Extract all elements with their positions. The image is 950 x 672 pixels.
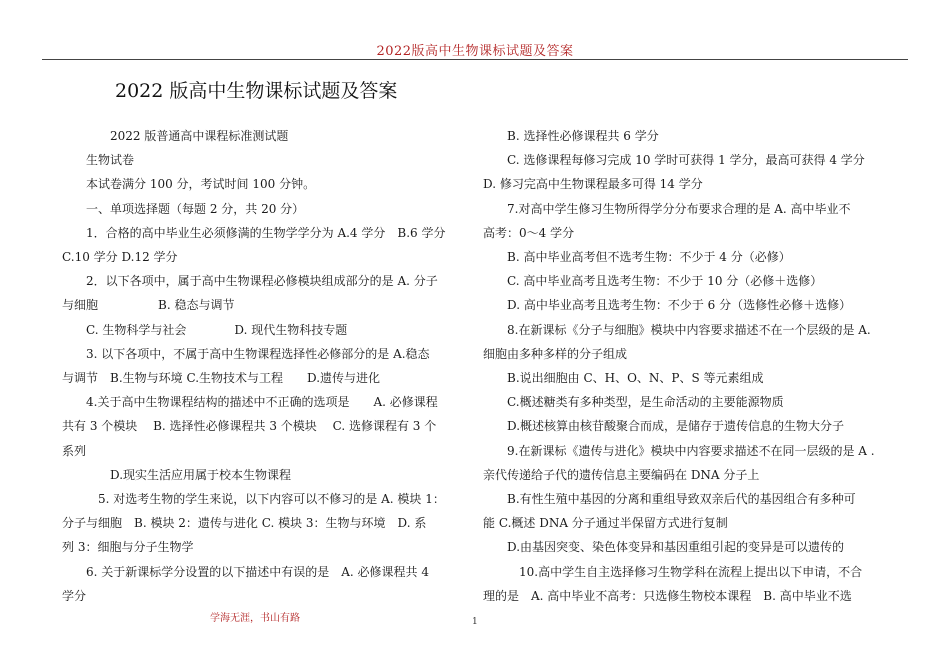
text-line: B.有性生殖中基因的分离和重组导致双亲后代的基因组合有多种可 (483, 492, 856, 507)
text-line: 8.在新课标《分子与细胞》模块中内容要求描述不在一个层级的是 A. (483, 322, 871, 337)
text-line: D.现实生活应用属于校本生物课程 (62, 467, 292, 482)
text-line: 能 C.概述 DNA 分子通过半保留方式进行复制 (483, 516, 728, 531)
text-line: 4.关于高中生物课程结构的描述中不正确的选项是 A. 必修课程 (62, 395, 438, 410)
text-line: 与调节 B.生物与环境 C.生物技术与工程 D.遗传与进化 (62, 371, 381, 386)
right-column (483, 124, 891, 608)
text-line: 高考：0～4 学分 (483, 225, 575, 240)
section-heading: 一、单项选择题（每题 2 分，共 20 分） (62, 201, 305, 216)
text-line: 1．合格的高中毕业生必须修满的生物学学分为 A.4 学分 B.6 学分 (62, 225, 446, 240)
text-line: 5. 对选考生物的学生来说，以下内容可以不修习的是 A. 模块 1： (62, 492, 445, 507)
text-line: B.说出细胞由 C、H、O、N、P、S 等元素组成 (483, 371, 764, 386)
left-column (62, 124, 464, 608)
page-number: 1 (472, 617, 478, 627)
text-line: 学分 (62, 588, 87, 603)
text-line: 系列 (62, 443, 87, 458)
text-line: B. 高中毕业高考但不选考生物：不少于 4 分（必修） (483, 250, 791, 265)
text-line: 亲代传递给子代的遗传信息主要编码在 DNA 分子上 (483, 467, 760, 482)
text-line: D.概述核算由核苷酸聚合而成，是储存于遗传信息的生物大分子 (483, 419, 845, 434)
header-divider (42, 59, 908, 60)
text-line: C.10 学分 D.12 学分 (62, 250, 178, 265)
document-title: 2022 版高中生物课标试题及答案 (115, 80, 398, 102)
text-line: 2022 版普通高中课程标准测试题 (62, 129, 289, 143)
text-line: 分子与细胞 B. 模块 2：遗传与进化 C. 模块 3：生物与环境 D. 系 (62, 516, 427, 531)
text-line: 9.在新课标《遗传与进化》模块中内容要求描述不在同一层级的是 A . (483, 443, 875, 458)
text-line: C. 高中毕业高考且选考生物：不少于 10 分（必修＋选修） (483, 274, 823, 289)
text-line: 细胞由多种多样的分子组成 (483, 346, 628, 361)
header-title: 2022版高中生物课标试题及答案 (376, 44, 574, 59)
text-line: 10.高中学生自主选择修习生物学科在流程上提出以下申请，不合 (483, 564, 863, 579)
text-line: 生物试卷 (62, 153, 135, 168)
text-line: 7.对高中学生修习生物所得学分分布要求合理的是 A. 高中毕业不 (483, 201, 851, 216)
text-line: 与细胞 B. 稳态与调节 (62, 298, 235, 313)
text-line: C.概述糖类有多种类型，是生命活动的主要能源物质 (483, 395, 784, 410)
text-line: 列 3：细胞与分子生物学 (62, 540, 194, 555)
text-line: 理的是 A. 高中毕业不高考：只选修生物校本课程 B. 高中毕业不选 (483, 588, 852, 603)
footer-motto: 学海无涯，书山有路 (210, 613, 300, 624)
text-line: D. 修习完高中生物课程最多可得 14 学分 (483, 177, 703, 192)
text-line: 共有 3 个模块 B. 选择性必修课程共 3 个模块 C. 选修课程有 3 个 (62, 419, 437, 434)
text-line: 6. 关于新课标学分设置的以下描述中有误的是 A. 必修课程共 4 (62, 564, 430, 579)
text-line: D.由基因突变、染色体变异和基因重组引起的变异是可以遗传的 (483, 540, 845, 555)
text-line: 3. 以下各项中，不属于高中生物课程选择性必修部分的是 A.稳态 (62, 346, 430, 361)
text-line: C. 选修课程每修习完成 10 学时可获得 1 学分，最高可获得 4 学分 (483, 153, 865, 168)
text-line: B. 选择性必修课程共 6 学分 (483, 129, 659, 143)
text-line: D. 高中毕业高考且选考生物：不少于 6 分（选修性必修＋选修） (483, 298, 852, 313)
text-line: C. 生物科学与社会 D. 现代生物科技专题 (62, 322, 348, 337)
text-line: 本试卷满分 100 分，考试时间 100 分钟。 (62, 177, 316, 192)
text-line: 2．以下各项中，属于高中生物课程必修模块组成部分的是 A. 分子 (62, 274, 438, 289)
